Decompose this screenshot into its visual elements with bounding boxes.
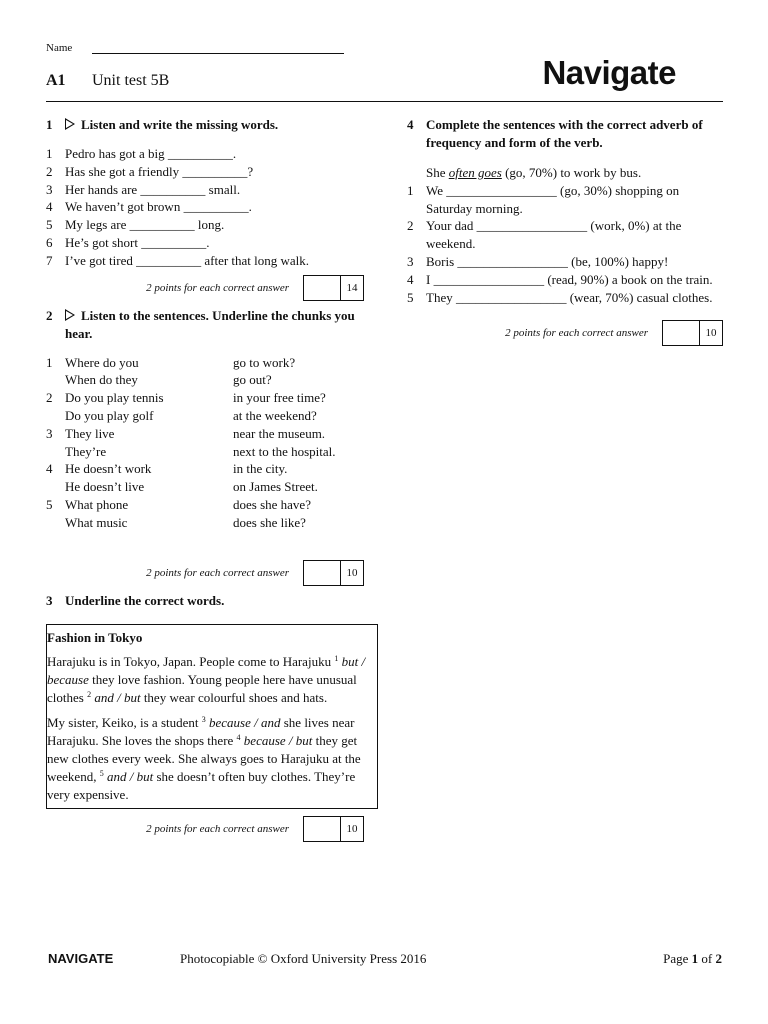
score-entry[interactable] [304,276,341,300]
list-item: 4 We haven’t got brown __________. [46,199,252,215]
unit-title: Unit test 5B [92,72,170,89]
question-instruction: Underline the correct words. [65,592,225,608]
score-text: 2 points for each correct answer [505,327,648,340]
gap-choice[interactable]: and / but [106,768,154,784]
score-row [46,816,364,842]
name-label: Name [46,42,73,54]
score-entry[interactable] [663,321,700,345]
gap-choice[interactable]: because / and [209,714,281,730]
list-item: 4 I _________________ (read, 90%) a book on the train. [407,271,713,287]
list-item: What music does she like? [65,514,306,530]
question-1 [46,116,364,301]
score-total: 10 [346,822,358,835]
score-box [303,275,364,301]
left-column [46,116,364,842]
score-row [407,320,723,346]
navigate-logo: Navigate [542,54,676,91]
list-item: 3 Her hands are __________ small. [46,181,241,197]
score-entry[interactable] [304,817,341,841]
question-4 [407,116,723,346]
score-total: 10 [705,327,717,340]
list-item: 3 They live near the museum. [46,425,326,441]
question-1-heading [46,116,364,134]
score-box [303,560,364,586]
list-item: 6 He’s got short __________. [46,234,210,250]
example-answer: often goes [448,165,502,180]
question-number: 3 [46,592,53,608]
list-item: 4 He doesn’t work in the city. [46,461,288,477]
question-2-heading [46,307,364,343]
question-instruction: Listen to the sentences. Underline the chunks you hear. [65,307,355,341]
score-total: 10 [346,566,358,579]
gap-choice[interactable]: because / but [243,732,313,748]
right-column [407,116,723,346]
story-box [46,624,378,809]
list-item: 7 I’ve got tired __________ after that long walk. [46,252,310,268]
list-item: 2 Your dad _________________ (work, 0%) at the weekend. [407,218,682,252]
question-3 [46,592,364,842]
score-row [46,560,364,586]
score-text: 2 points for each correct answer [146,566,289,579]
score-entry[interactable] [304,561,341,585]
list-item: When do they go out? [65,372,272,388]
question-number: 4 [407,117,414,132]
list-item: 1 We _________________ (go, 30%) shopping on Saturday morning. [407,182,680,216]
list-item: 5 My legs are __________ long. [46,217,225,233]
footer-brand: NAVIGATE [48,951,114,966]
question-number: 1 [46,117,53,132]
example-item: She often goes (go, 70%) to work by bus. [426,165,642,180]
list-item: 5 They _________________ (wear, 70%) casual clothes. [407,289,713,305]
list-item: Do you play golf at the weekend? [65,407,317,423]
list-item: He doesn’t live on James Street. [65,479,318,495]
list-item: 1 Where do you go to work? [46,354,296,370]
footer-copyright: Photocopiable © Oxford University Press 2016 [180,951,427,966]
story-paragraph: Harajuku is in Tokyo, Japan. People come to Harajuku $^1$ but / because they love fashion. Young people here have unusual clothes $^2$ and / but they wear colourful shoes and hats. [47,653,366,705]
question-4-heading [407,116,723,152]
list-item: They’re next to the hospital. [65,443,336,459]
story-paragraph: My sister, Keiko, is a student $^3$ because / and she lives near Harajuku. She loves the shops there $^4$ because / but they get new clothes every week. She always goes to Harajuku at the weekend, $^5$ and / but she doesn’t often buy clothes. They’re very expensive. [47,714,361,802]
audio-play-icon [65,309,75,321]
score-row [46,275,364,301]
question-number: 2 [46,307,53,323]
header-divider [46,101,723,102]
score-text: 2 points for each correct answer [146,822,289,835]
list-item: 3 Boris _________________ (be, 100%) happy! [407,253,669,269]
gap-choice[interactable]: and / but [94,689,141,705]
list-item: 2 Has she got a friendly __________? [46,163,254,179]
question-instruction: Complete the sentences with the correct adverb of frequency and form of the verb. [426,117,703,150]
list-item: 1 Pedro has got a big __________. [46,146,237,161]
question-1-items [46,145,364,270]
list-item: 5 What phone does she have? [46,496,311,512]
question-4-items [407,164,723,306]
list-item: 2 Do you play tennis in your free time? [46,390,326,406]
question-2-items [46,354,364,532]
score-total: 14 [346,281,358,294]
question-2 [46,307,364,586]
audio-play-icon [65,118,75,130]
question-3-heading [46,592,364,610]
page-number: Page 1 of 2 [663,951,722,966]
score-box [662,320,723,346]
name-line [92,53,344,54]
score-text: 2 points for each correct answer [146,281,289,294]
story-title: Fashion in Tokyo [47,629,143,645]
question-instruction: Listen and write the missing words. [81,117,279,132]
gap-choice[interactable]: but / because [47,653,366,687]
level-label: A1 [46,72,66,89]
score-box [303,816,364,842]
